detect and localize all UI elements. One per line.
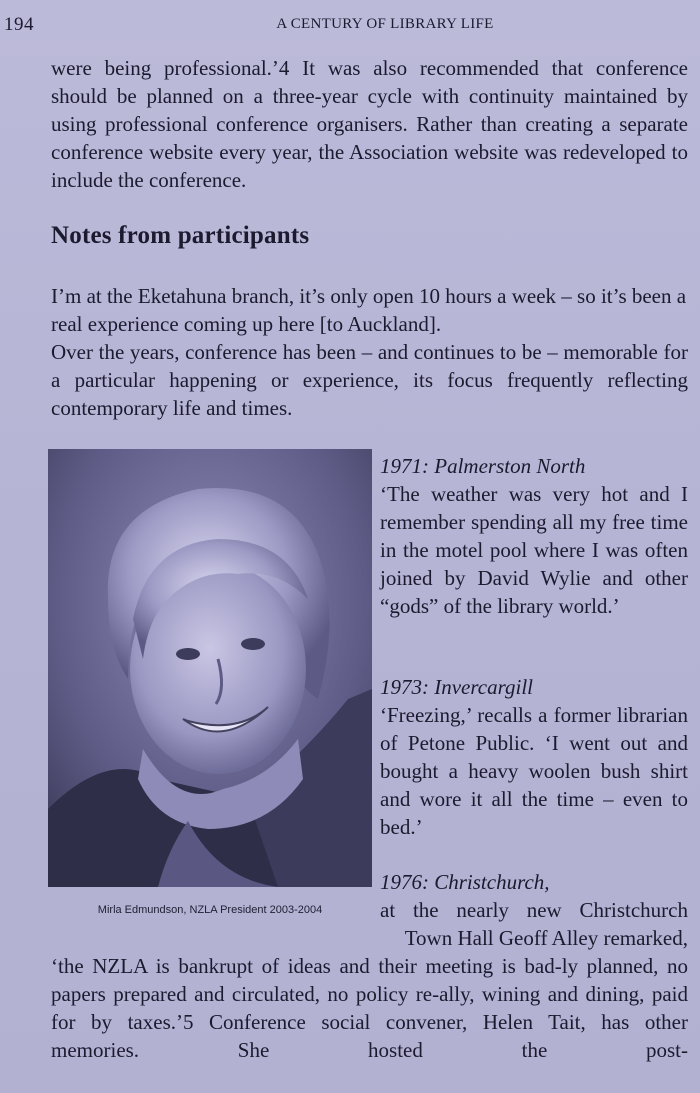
entry-text: ‘Freezing,’ recalls a former librarian of Petone Public. ‘I went out and bought a heavy woolen bush shirt and wore it all the time – even to bed.’ (380, 703, 688, 839)
entry-year-place: 1971: Palmerston North (380, 454, 586, 478)
entry-1973 (380, 673, 688, 841)
entry-year-place: 1976: Christchurch, (380, 870, 550, 894)
paragraph-nzla-remark: ‘the NZLA is bankrupt of ideas and their meeting is bad-ly planned, no papers prepared and circulated, no policy re-ally, wining and dining, paid for by taxes.’5 Conference social convener, Helen Tait, has other memories. She hosted the post- (51, 954, 688, 1062)
entry-line-1: at the nearly new Christchurch (380, 898, 688, 922)
entry-year-place: 1973: Invercargill (380, 675, 533, 699)
portrait-illustration (48, 449, 372, 887)
section-heading: Notes from participants (51, 222, 310, 249)
entry-text: ‘The weather was very hot and I remember spending all my free time in the motel pool where I was often joined by David Wylie and other “gods” of the library world.’ (380, 482, 688, 618)
portrait-photo (48, 449, 372, 887)
entry-line-2: Town Hall Geoff Alley remarked, (404, 926, 688, 950)
paragraph-eketahuna-quote: I’m at the Eketahuna branch, it’s only open 10 hours a week – so it’s been a real experience coming up here [to Auckland]. (51, 284, 687, 336)
entry-1971 (380, 452, 688, 620)
paragraph-conference-planning: were being professional.’4 It was also recommended that conference should be planned on a three-year cycle with continuity maintained by using professional conference organisers. Rather than creating a separate conference website every year, the Association website was redeveloped to include the conference. (51, 56, 688, 192)
photo-caption: Mirla Edmundson, NZLA President 2003-2004 (97, 904, 323, 916)
running-head: A CENTURY OF LIBRARY LIFE (276, 16, 494, 32)
paragraph-memorable-conferences: Over the years, conference has been – and continues to be – memorable for a particular happening or experience, its focus frequently reflecting contemporary life and times. (51, 340, 688, 420)
entry-1976 (380, 868, 688, 924)
page-number: 194 (4, 14, 34, 35)
